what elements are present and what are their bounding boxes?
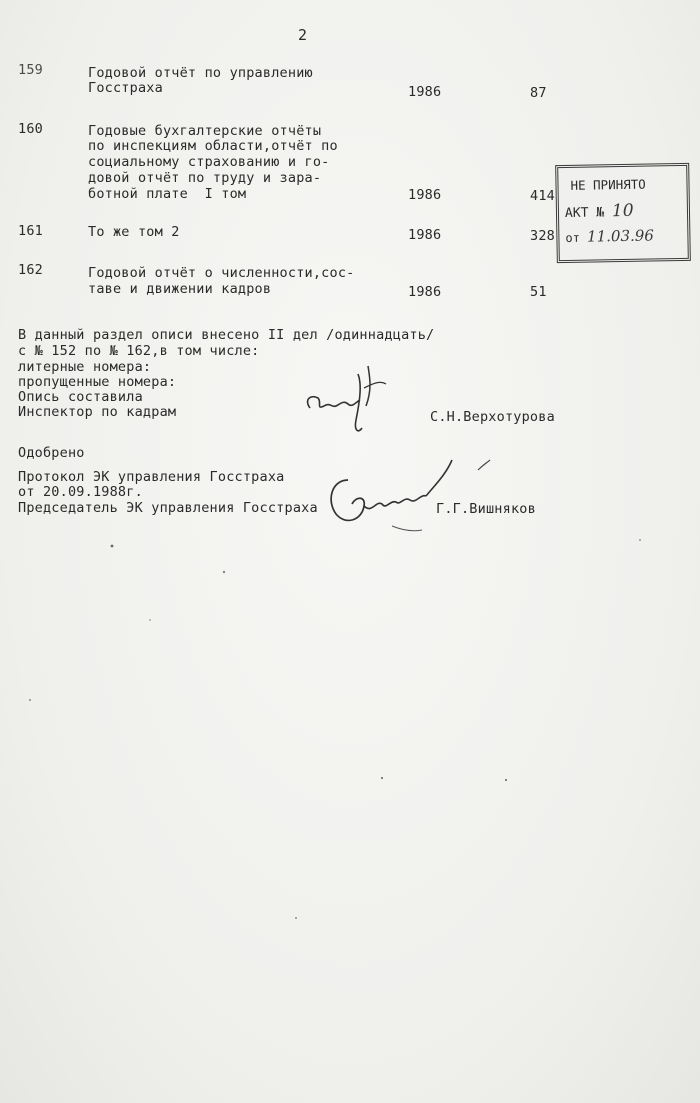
entry-title-line: Годовые бухгалтерские отчёты xyxy=(88,123,322,139)
entry-year: 1986 xyxy=(408,227,442,243)
summary-line: Опись составила xyxy=(18,389,143,405)
entry-year: 1986 xyxy=(408,187,442,203)
entry-count: 51 xyxy=(530,284,547,300)
entry-number: 162 xyxy=(18,262,43,278)
entry-title-line: Госстраха xyxy=(88,80,163,96)
entry-title-line: Годовой отчёт по управлению xyxy=(88,65,313,81)
entry-title-line: довой отчёт по труду и зара- xyxy=(88,170,322,186)
entry-count: 328 xyxy=(530,228,555,244)
entry-number: 161 xyxy=(18,223,43,239)
stamp-heading: НЕ ПРИНЯТО xyxy=(570,176,646,193)
entry-title-line: по инспекциям области,отчёт по xyxy=(88,138,338,154)
stamp-date-prefix: от xyxy=(565,230,581,246)
entry-title-line: ботной плате I том xyxy=(88,186,247,202)
entry-count: 87 xyxy=(530,85,547,101)
stamp-date: 11.03.96 xyxy=(586,226,655,246)
stamp-act-label: АКТ № xyxy=(564,205,605,222)
compiler-name: С.Н.Верхотурова xyxy=(430,409,555,425)
stamp-act-number: 10 xyxy=(611,200,634,222)
approval-heading: Одобрено xyxy=(18,445,85,461)
approval-date: от 20.09.1988г. xyxy=(18,484,143,500)
summary-line: пропущенные номера: xyxy=(18,374,177,390)
entry-title-line: социальному страхованию и го- xyxy=(88,154,330,170)
entry-title-line: таве и движении кадров xyxy=(88,281,272,297)
chair-name: Г.Г.Вишняков xyxy=(436,501,536,517)
entry-title-line: Годовой отчёт о численности,сос- xyxy=(88,265,355,281)
summary-line: Инспектор по кадрам xyxy=(18,404,177,420)
entry-year: 1986 xyxy=(408,284,442,300)
page-number: 2 xyxy=(298,26,308,44)
entry-title-line: То же том 2 xyxy=(88,224,180,240)
entry-year: 1986 xyxy=(408,84,442,100)
summary-line: В данный раздел описи внесено II дел /одиннадцать/ xyxy=(18,327,435,343)
approval-chair: Председатель ЭК управления Госстраха xyxy=(18,500,318,516)
entry-number: 160 xyxy=(18,121,43,137)
approval-protocol: Протокол ЭК управления Госстраха xyxy=(18,469,285,485)
summary-line: литерные номера: xyxy=(18,359,152,375)
entry-number: 159 xyxy=(18,62,43,78)
entry-count: 414 xyxy=(530,188,555,204)
summary-line: с № 152 по № 162,в том числе: xyxy=(18,343,260,359)
